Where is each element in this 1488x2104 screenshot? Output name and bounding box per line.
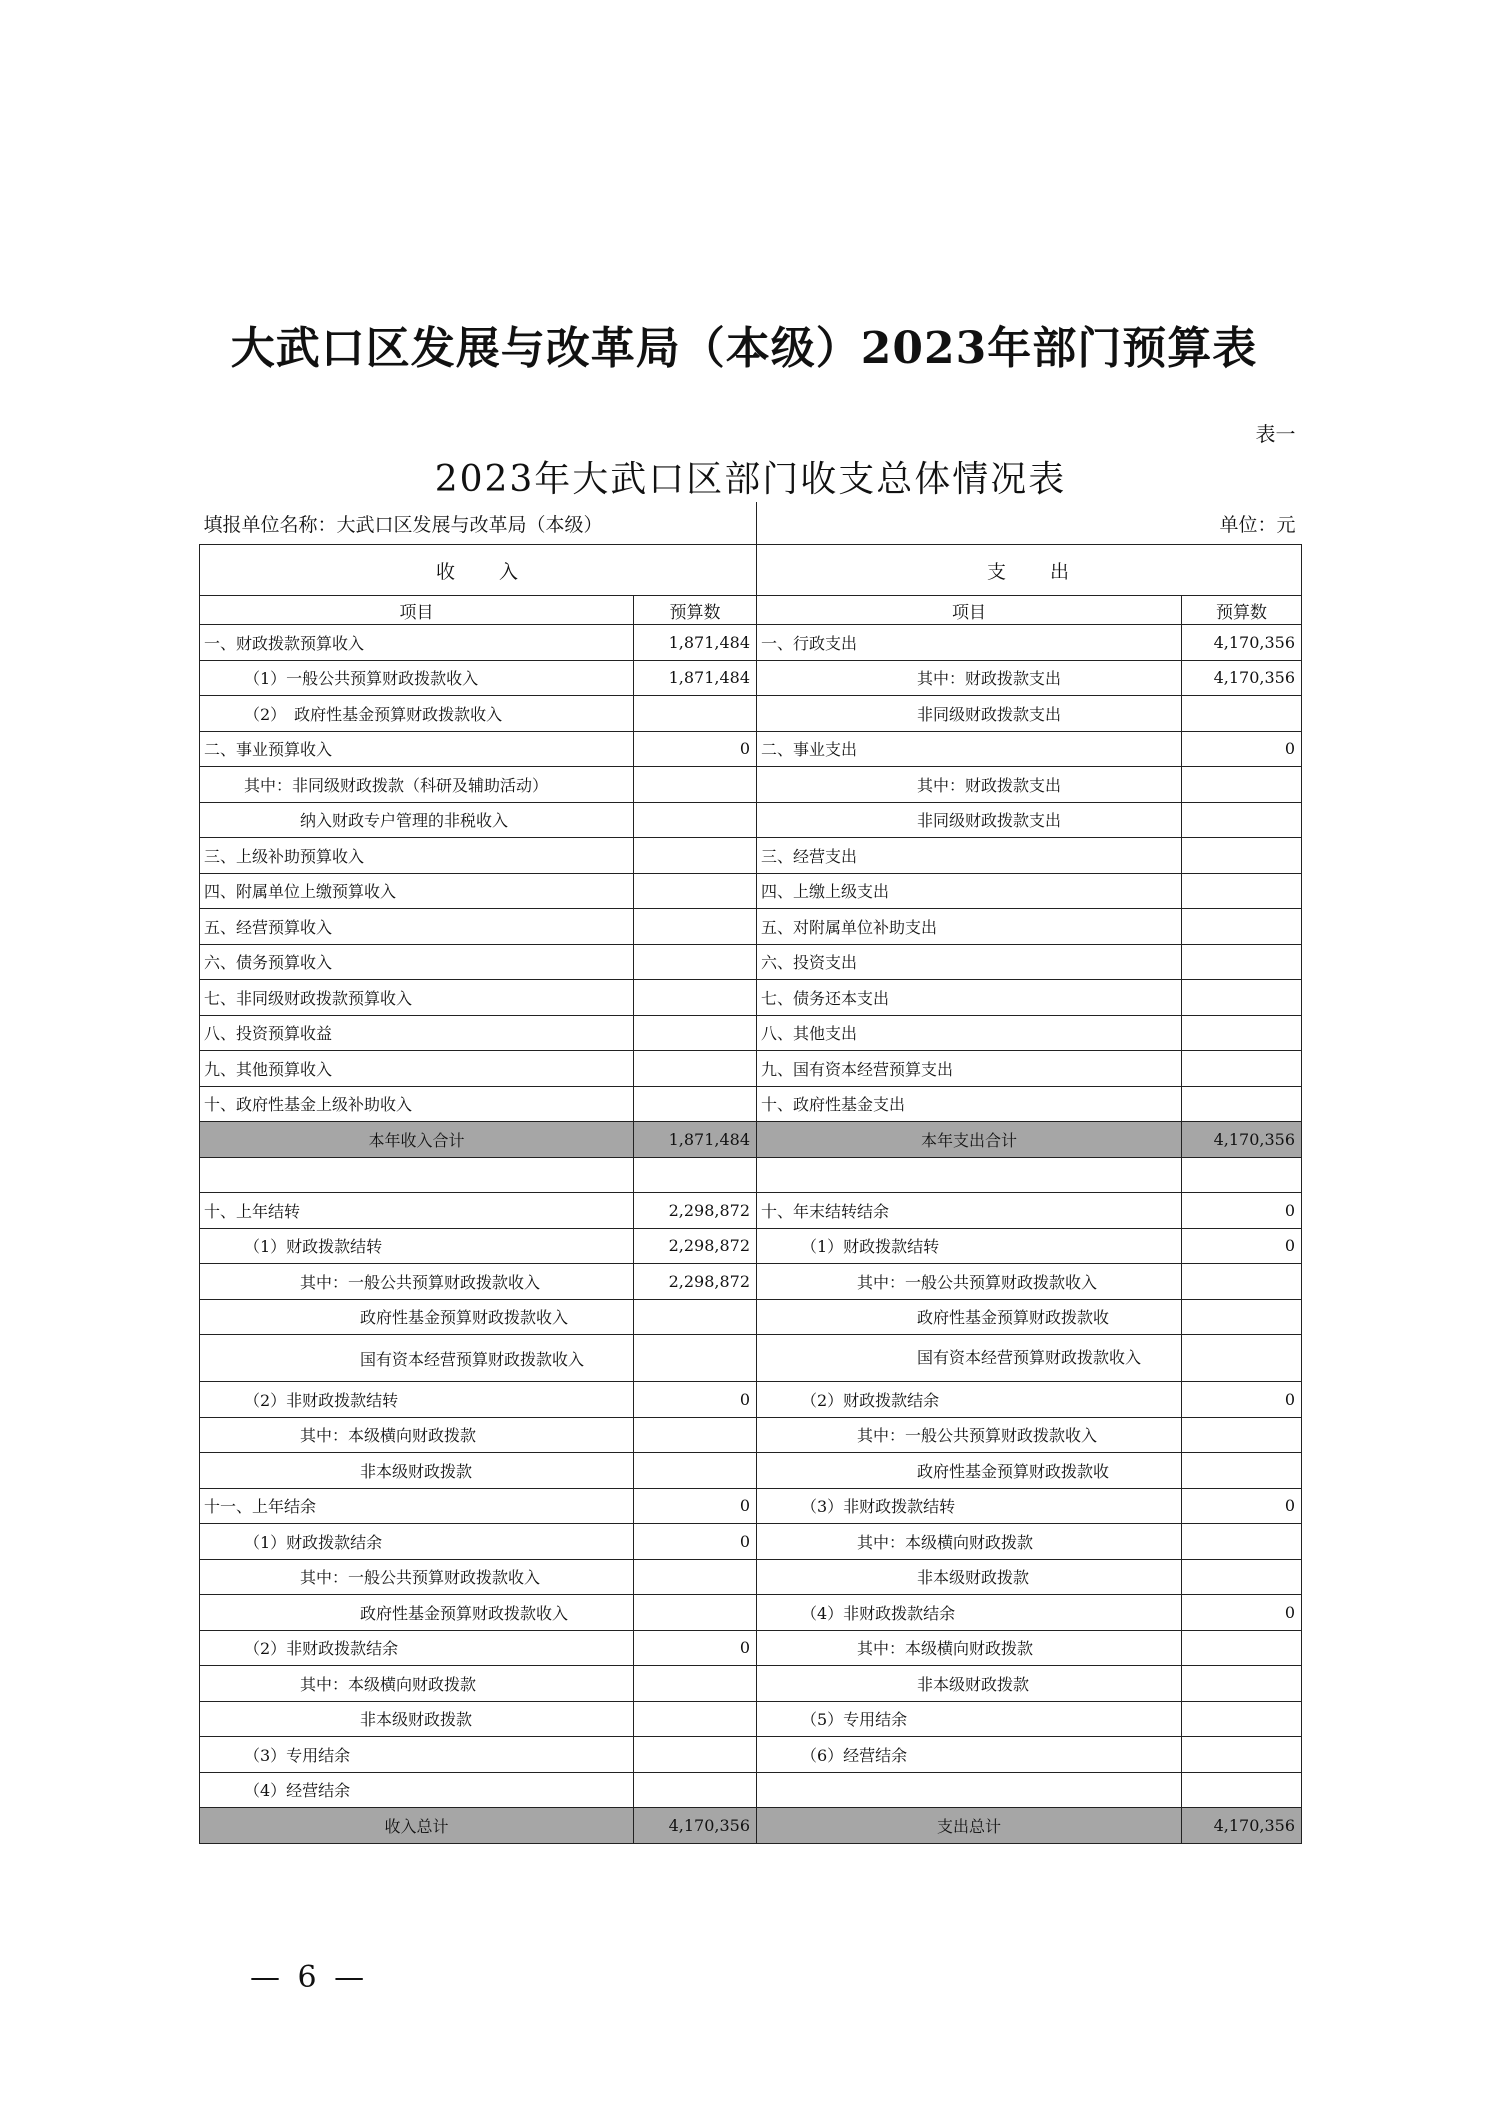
table-row	[200, 802, 1302, 838]
table-row	[200, 696, 1302, 732]
table-row	[200, 767, 1302, 803]
table-row	[200, 1737, 1302, 1773]
expense-item-cell: 八、其他支出	[757, 1015, 1182, 1051]
income-item-cell: 七、非同级财政拨款预算收入	[200, 980, 634, 1016]
table-row	[200, 1382, 1302, 1418]
income-budget-cell	[634, 980, 757, 1016]
expense-item-cell: 国有资本经营预算财政拨款收入	[757, 1335, 1182, 1382]
income-item-cell: （2）非财政拨款结余	[200, 1630, 634, 1666]
expense-item-header: 项目	[757, 596, 1182, 625]
expense-budget-cell	[1182, 802, 1302, 838]
expense-item-cell	[757, 1772, 1182, 1808]
expense-budget-cell	[1182, 1737, 1302, 1773]
expense-budget-cell: 4,170,356	[1182, 1122, 1302, 1158]
income-budget-cell	[634, 1051, 757, 1087]
income-budget-cell	[634, 1701, 757, 1737]
expense-budget-cell	[1182, 1772, 1302, 1808]
table-row	[200, 625, 1302, 661]
table-row	[200, 1228, 1302, 1264]
income-item-cell: 五、经营预算收入	[200, 909, 634, 945]
table-row	[200, 1086, 1302, 1122]
expense-budget-cell: 0	[1182, 1382, 1302, 1418]
expense-budget-cell	[1182, 980, 1302, 1016]
table-row	[200, 1335, 1302, 1382]
expense-item-cell: 一、行政支出	[757, 625, 1182, 661]
income-budget-cell	[634, 1015, 757, 1051]
income-budget-cell	[634, 696, 757, 732]
income-budget-cell	[634, 1666, 757, 1702]
income-budget-cell	[634, 1335, 757, 1382]
expense-item-cell: （4）非财政拨款结余	[757, 1595, 1182, 1631]
expense-budget-cell	[1182, 944, 1302, 980]
income-item-cell: 非本级财政拨款	[200, 1701, 634, 1737]
income-item-cell: 其中：本级横向财政拨款	[200, 1417, 634, 1453]
income-budget-cell	[634, 1772, 757, 1808]
income-item-cell: 二、事业预算收入	[200, 731, 634, 767]
income-budget-cell	[634, 1299, 757, 1335]
income-budget-cell: 0	[634, 1488, 757, 1524]
currency-unit: 单位：元	[1219, 513, 1296, 536]
table-row	[200, 1808, 1302, 1844]
income-item-cell: （2） 政府性基金预算财政拨款收入	[200, 696, 634, 732]
income-item-cell: 本年收入合计	[200, 1122, 634, 1158]
expense-budget-cell	[1182, 1666, 1302, 1702]
expense-budget-cell	[1182, 1417, 1302, 1453]
expense-budget-cell	[1182, 1335, 1302, 1382]
expense-item-cell: 七、债务还本支出	[757, 980, 1182, 1016]
table-row	[200, 1264, 1302, 1300]
income-budget-cell	[634, 1595, 757, 1631]
table-row	[200, 1701, 1302, 1737]
income-item-cell: 三、上级补助预算收入	[200, 838, 634, 874]
expense-budget-cell	[1182, 1264, 1302, 1300]
expense-budget-cell: 0	[1182, 1595, 1302, 1631]
income-item-cell: 十、上年结转	[200, 1193, 634, 1229]
expense-budget-cell	[1182, 1524, 1302, 1560]
income-item-cell: 十一、上年结余	[200, 1488, 634, 1524]
income-item-cell: （4）经营结余	[200, 1772, 634, 1808]
income-item-cell: 收入总计	[200, 1808, 634, 1844]
expense-item-cell: 非同级财政拨款支出	[757, 696, 1182, 732]
income-item-cell: 其中：一般公共预算财政拨款收入	[200, 1559, 634, 1595]
expense-item-cell: （6）经营结余	[757, 1737, 1182, 1773]
expense-item-cell: 非同级财政拨款支出	[757, 802, 1182, 838]
table-row	[200, 1417, 1302, 1453]
expense-budget-cell	[1182, 767, 1302, 803]
income-item-cell: 非本级财政拨款	[200, 1453, 634, 1489]
budget-table	[199, 414, 1302, 1844]
income-budget-cell	[634, 1453, 757, 1489]
expense-item-cell: 九、国有资本经营预算支出	[757, 1051, 1182, 1087]
table-row	[200, 909, 1302, 945]
income-item-cell: 一、财政拨款预算收入	[200, 625, 634, 661]
expense-item-cell: 十、政府性基金支出	[757, 1086, 1182, 1122]
income-item-cell: （1）财政拨款结转	[200, 1228, 634, 1264]
expense-item-cell: 四、上缴上级支出	[757, 873, 1182, 909]
income-budget-cell	[634, 944, 757, 980]
table-subtitle: 2023年大武口区部门收支总体情况表	[434, 458, 1067, 500]
expense-item-cell: 其中：本级横向财政拨款	[757, 1524, 1182, 1560]
expense-budget-cell	[1182, 1453, 1302, 1489]
income-budget-cell: 0	[634, 731, 757, 767]
income-item-cell: 其中：一般公共预算财政拨款收入	[200, 1264, 634, 1300]
income-budget-cell: 1,871,484	[634, 660, 757, 696]
table-row	[200, 980, 1302, 1016]
income-item-cell: （2）非财政拨款结转	[200, 1382, 634, 1418]
expense-item-cell: 其中：一般公共预算财政拨款收入	[757, 1417, 1182, 1453]
income-item-cell: 六、债务预算收入	[200, 944, 634, 980]
expense-item-cell: （1）财政拨款结转	[757, 1228, 1182, 1264]
income-budget-cell	[634, 1559, 757, 1595]
table-row	[200, 1666, 1302, 1702]
expense-item-cell: 其中：一般公共预算财政拨款收入	[757, 1264, 1182, 1300]
expense-item-cell: （2）财政拨款结余	[757, 1382, 1182, 1418]
expense-item-cell: 二、事业支出	[757, 731, 1182, 767]
income-item-cell: 政府性基金预算财政拨款收入	[200, 1595, 634, 1631]
expense-budget-cell	[1182, 1559, 1302, 1595]
expense-item-cell	[757, 1157, 1182, 1193]
expense-budget-cell: 4,170,356	[1182, 625, 1302, 661]
expense-budget-cell	[1182, 1086, 1302, 1122]
income-item-cell: 纳入财政专户管理的非税收入	[200, 802, 634, 838]
expense-budget-cell: 4,170,356	[1182, 660, 1302, 696]
income-item-cell: （1）财政拨款结余	[200, 1524, 634, 1560]
income-item-cell: 八、投资预算收益	[200, 1015, 634, 1051]
expense-budget-cell	[1182, 1701, 1302, 1737]
expense-budget-cell: 4,170,356	[1182, 1808, 1302, 1844]
income-budget-cell	[634, 838, 757, 874]
income-budget-cell	[634, 1086, 757, 1122]
table-row	[200, 1488, 1302, 1524]
income-item-cell: 国有资本经营预算财政拨款收入	[200, 1335, 634, 1382]
expense-item-cell: 本年支出合计	[757, 1122, 1182, 1158]
expense-budget-cell	[1182, 696, 1302, 732]
income-section-header: 收 入	[200, 545, 757, 596]
income-budget-cell	[634, 802, 757, 838]
income-item-cell: 政府性基金预算财政拨款收入	[200, 1299, 634, 1335]
income-budget-cell: 2,298,872	[634, 1193, 757, 1229]
table-row	[200, 1524, 1302, 1560]
expense-budget-cell: 0	[1182, 731, 1302, 767]
table-number: 表一	[1255, 421, 1296, 446]
table-row	[200, 1595, 1302, 1631]
budget-sheet	[199, 414, 1301, 1844]
table-row	[200, 1193, 1302, 1229]
table-row	[200, 873, 1302, 909]
document-title: 大武口区发展与改革局（本级）2023年部门预算表	[230, 323, 1258, 374]
income-budget-cell	[634, 909, 757, 945]
expense-budget-cell	[1182, 1630, 1302, 1666]
expense-budget-cell: 0	[1182, 1228, 1302, 1264]
income-item-cell: 十、政府性基金上级补助收入	[200, 1086, 634, 1122]
filling-unit-name: 填报单位名称：大武口区发展与改革局（本级）	[200, 502, 757, 545]
income-item-cell: 其中：非同级财政拨款（科研及辅助活动）	[200, 767, 634, 803]
income-item-cell: 九、其他预算收入	[200, 1051, 634, 1087]
table-row	[200, 731, 1302, 767]
table-row	[200, 1299, 1302, 1335]
income-budget-cell: 0	[634, 1382, 757, 1418]
expense-budget-cell	[1182, 838, 1302, 874]
expense-item-cell: 非本级财政拨款	[757, 1666, 1182, 1702]
income-item-header: 项目	[200, 596, 634, 625]
income-budget-cell: 1,871,484	[634, 1122, 757, 1158]
expense-budget-cell	[1182, 1015, 1302, 1051]
income-budget-cell: 0	[634, 1524, 757, 1560]
income-budget-cell	[634, 1417, 757, 1453]
income-budget-cell	[634, 1737, 757, 1773]
expense-item-cell: （3）非财政拨款结转	[757, 1488, 1182, 1524]
income-budget-cell: 1,871,484	[634, 625, 757, 661]
table-row	[200, 944, 1302, 980]
page-number: — 6 —	[250, 1960, 369, 1995]
expense-budget-cell	[1182, 1299, 1302, 1335]
table-row	[200, 660, 1302, 696]
table-row	[200, 1157, 1302, 1193]
expense-item-cell: 五、对附属单位补助支出	[757, 909, 1182, 945]
income-item-cell: （1）一般公共预算财政拨款收入	[200, 660, 634, 696]
expense-item-cell: 十、年末结转结余	[757, 1193, 1182, 1229]
expense-budget-cell	[1182, 909, 1302, 945]
income-budget-header: 预算数	[634, 596, 757, 625]
expense-item-cell: 政府性基金预算财政拨款收	[757, 1299, 1182, 1335]
expense-item-cell: 六、投资支出	[757, 944, 1182, 980]
table-row	[200, 1122, 1302, 1158]
expense-item-cell: 其中：本级横向财政拨款	[757, 1630, 1182, 1666]
income-item-cell	[200, 1157, 634, 1193]
income-budget-cell	[634, 1157, 757, 1193]
expense-item-cell: （5）专用结余	[757, 1701, 1182, 1737]
income-budget-cell: 2,298,872	[634, 1228, 757, 1264]
expense-item-cell: 非本级财政拨款	[757, 1559, 1182, 1595]
income-item-cell: 四、附属单位上缴预算收入	[200, 873, 634, 909]
income-budget-cell	[634, 873, 757, 909]
income-item-cell: （3）专用结余	[200, 1737, 634, 1773]
income-budget-cell: 4,170,356	[634, 1808, 757, 1844]
expense-budget-cell	[1182, 873, 1302, 909]
expense-item-cell: 其中：财政拨款支出	[757, 660, 1182, 696]
expense-item-cell: 其中：财政拨款支出	[757, 767, 1182, 803]
table-row	[200, 1453, 1302, 1489]
table-row	[200, 1630, 1302, 1666]
table-row	[200, 1772, 1302, 1808]
income-budget-cell	[634, 767, 757, 803]
expense-budget-cell: 0	[1182, 1193, 1302, 1229]
table-row	[200, 838, 1302, 874]
table-row	[200, 1015, 1302, 1051]
table-row	[200, 1051, 1302, 1087]
expense-budget-cell: 0	[1182, 1488, 1302, 1524]
table-row	[200, 1559, 1302, 1595]
expense-budget-cell	[1182, 1157, 1302, 1193]
income-item-cell: 其中：本级横向财政拨款	[200, 1666, 634, 1702]
expense-section-header: 支 出	[757, 545, 1302, 596]
income-budget-cell: 2,298,872	[634, 1264, 757, 1300]
expense-budget-cell	[1182, 1051, 1302, 1087]
expense-item-cell: 政府性基金预算财政拨款收	[757, 1453, 1182, 1489]
income-budget-cell: 0	[634, 1630, 757, 1666]
expense-item-cell: 三、经营支出	[757, 838, 1182, 874]
expense-budget-header: 预算数	[1182, 596, 1302, 625]
expense-item-cell: 支出总计	[757, 1808, 1182, 1844]
